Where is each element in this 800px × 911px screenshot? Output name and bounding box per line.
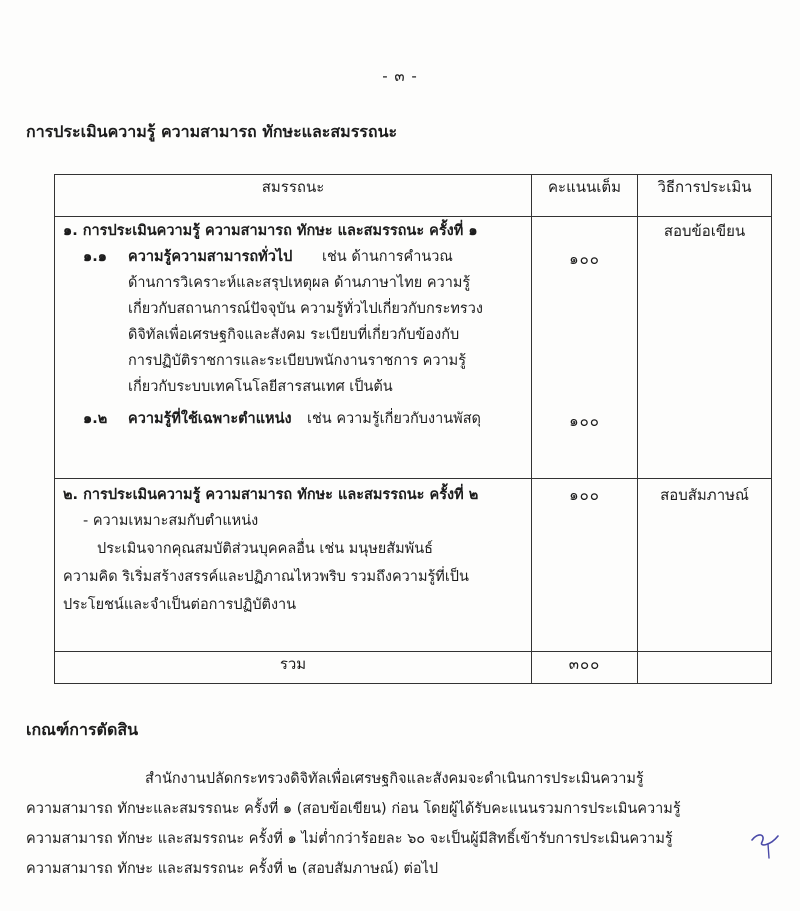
row2-line: ประเมินจากคุณสมบัติส่วนบุคคลอื่น เช่น มนุษยสัมพันธ์: [97, 541, 433, 558]
row2-competency-cell: [55, 479, 532, 652]
row2-score: ๑๐๐: [569, 486, 600, 505]
page-number: - ๓ -: [382, 67, 418, 85]
row1-title: ๑. การประเมินความรู้ ความสามารถ ทักษะ และสมรรถนะ ครั้งที่ ๑: [63, 222, 478, 239]
item1-number: ๑.๑: [83, 248, 107, 265]
criteria-heading: เกณฑ์การตัดสิน: [26, 720, 139, 739]
row1-competency-cell: [55, 216, 532, 479]
table-row: [55, 216, 772, 479]
item1-line: การปฏิบัติราชการและระเบียบพนักงานราชการ ความรู้: [128, 352, 467, 369]
item2-score: ๑๐๐: [569, 411, 600, 430]
item1-line: เกี่ยวกับสถานการณ์ปัจจุบัน ความรู้ทั่วไปเกี่ยวกับกระทรวง: [128, 300, 483, 317]
row2-line: ความคิด ริเริ่มสร้างสรรค์และปฏิภาณไหวพริบ รวมถึงความรู้ที่เป็น: [63, 569, 469, 586]
criteria-line: ความสามารถ ทักษะและสมรรถนะ ครั้งที่ ๑ (สอบข้อเขียน) ก่อน โดยผู้ได้รับคะแนนรวมการประเมินความรู้: [26, 801, 681, 817]
header-full-score: คะแนนเต็ม: [532, 175, 638, 217]
row2-title: ๒. การประเมินความรู้ ความสามารถ ทักษะ และสมรรถนะ ครั้งที่ ๒: [63, 487, 479, 504]
row2-score-cell: [532, 479, 638, 652]
criteria-line: ความสามารถ ทักษะ และสมรรถนะ ครั้งที่ ๒ (สอบสัมภาษณ์) ต่อไป: [26, 861, 439, 877]
section-heading: การประเมินความรู้ ความสามารถ ทักษะและสมรรถนะ: [26, 122, 398, 141]
item1-line: ดิจิทัลเพื่อเศรษฐกิจและสังคม ระเบียบที่เกี่ยวกับข้องกับ: [128, 326, 460, 343]
total-label: รวม: [55, 652, 532, 684]
item2-title: ความรู้ที่ใช้เฉพาะตำแหน่ง: [128, 410, 292, 427]
row1-score-cell: [532, 216, 638, 479]
total-row: [55, 652, 772, 684]
handwritten-initial-mark: [746, 824, 786, 864]
item1-line: ด้านการวิเคราะห์และสรุปเหตุผล ด้านภาษาไทย ความรู้: [128, 274, 471, 291]
item2-text: เช่น ความรู้เกี่ยวกับงานพัสดุ: [307, 410, 481, 427]
table-header-row: [55, 175, 772, 217]
assessment-table: [54, 174, 772, 684]
item1-score: ๑๐๐: [569, 249, 600, 268]
item1-line: เช่น ด้านการคำนวณ: [322, 248, 453, 265]
header-method: วิธีการประเมิน: [638, 175, 772, 217]
item2-number: ๑.๒: [83, 410, 108, 427]
header-competency: สมรรถนะ: [55, 175, 532, 217]
row1-method: สอบข้อเขียน: [663, 221, 746, 240]
criteria-line: สำนักงานปลัดกระทรวงดิจิทัลเพื่อเศรษฐกิจและสังคมจะดำเนินการประเมินความรู้: [145, 771, 644, 787]
total-method-empty: [638, 652, 772, 684]
table-row: [55, 479, 772, 652]
row1-method-cell: [638, 216, 772, 479]
row2-line: - ความเหมาะสมกับตำแหน่ง: [83, 513, 259, 530]
row2-line: ประโยชน์และจำเป็นต่อการปฏิบัติงาน: [63, 597, 297, 614]
row2-method: สอบสัมภาษณ์: [660, 486, 749, 505]
row2-method-cell: [638, 479, 772, 652]
total-score: ๓๐๐: [532, 652, 638, 684]
item1-title: ความรู้ความสามารถทั่วไป: [128, 248, 293, 265]
criteria-line: ความสามารถ ทักษะ และสมรรถนะ ครั้งที่ ๑ ไม่ต่ำกว่าร้อยละ ๖๐ จะเป็นผู้มีสิทธิ์เข้ารับการประเมินความรู้: [26, 831, 673, 847]
item1-line: เกี่ยวกับระบบเทคโนโลยีสารสนเทศ เป็นต้น: [128, 378, 393, 395]
